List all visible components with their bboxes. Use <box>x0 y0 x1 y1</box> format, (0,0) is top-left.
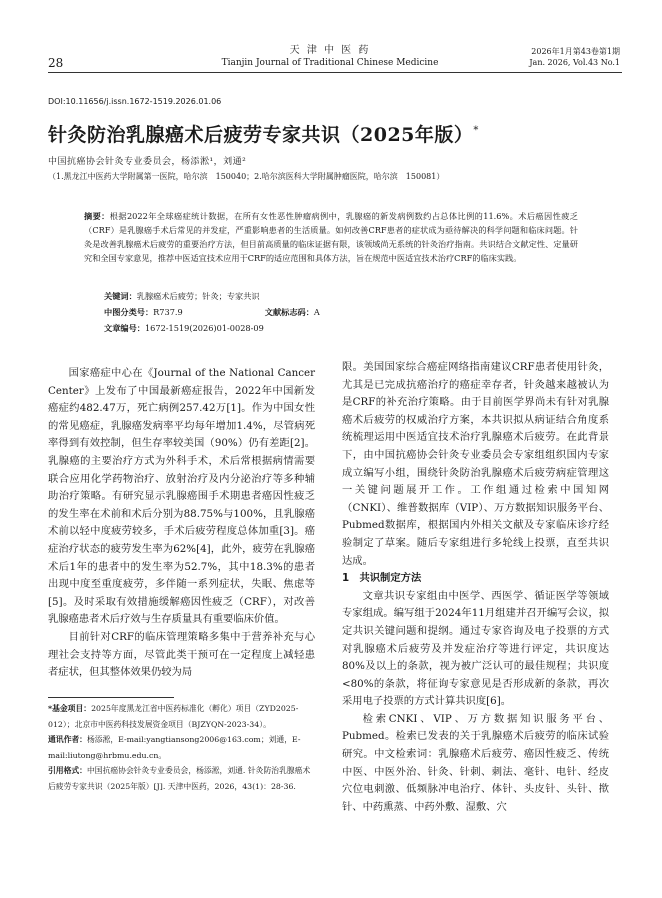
abstract <box>84 210 578 266</box>
keywords: 乳腺癌术后疲劳；针灸；专家共识 <box>136 291 260 301</box>
doi: DOI:10.11656/j.issn.1672-1519.2026.01.06 <box>48 97 222 106</box>
clc-code: R737.9 <box>153 307 183 317</box>
doc-code: A <box>313 307 320 317</box>
affiliations: （1.黑龙江中医药大学附属第一医院，哈尔滨 150040；2.哈尔滨医科大学附属肿瘤医院，哈尔滨 150081） <box>48 172 445 181</box>
citation-label: 引用格式： <box>48 766 87 775</box>
body-column-right <box>342 359 609 816</box>
contact-text: 杨添淞，E-mail:yangtiansong2006@163.com；刘通，E-mail:liutong@hrbmu.edu.cn。 <box>48 735 301 760</box>
journal-name-cn: 天 津 中 医 药 <box>289 45 371 56</box>
classification-line <box>104 307 320 318</box>
doc-code-label: 文献标志码： <box>264 307 314 317</box>
body-paragraph: 限。美国国家综合癌症网络指南建议CRF患者使用针灸，尤其是已完成抗癌治疗的癌症幸存者，针灸越来越被认为是CRF的补充治疗策略。由于目前医学界尚未有针对乳腺癌术后疲劳的权威治疗方案，本共识拟从病证结合角度系统梳理运用中医适宜技术治疗乳腺癌术后疲劳。在此背景下，由中国抗癌协会针灸专业委员会专家组组织国内专家成立编写小组，围绕针灸防治乳腺癌术后疲劳病症管理这一关键问题展开工作。工作组通过检索中国知网（CNKI）、维普数据库（VIP）、万方数据知识服务平台、Pubmed数据库，根据国内外相关文献及专家临床诊疗经验制定了草案。随后专家组进行多轮线上投票，直至共识达成。 <box>342 361 609 567</box>
body-paragraph: 文章共识专家组由中医学、西医学、循证医学等领域专家组成。编写组于2024年11月组建并召开编写会议，拟定共识关键问题和提纲。通过专家咨询及电子投票的方式对乳腺癌术后疲劳及并发症治疗等进行评定，共识度达80%及以上的条款，视为被广泛认可的最佳规程；共识度<80%的条款，将征询专家意见是否形成新的条款，再次采用电子投票的方式计算共识度[6]。 <box>342 589 609 708</box>
authors: 中国抗癌协会针灸专业委员会，杨添淞¹，刘通² <box>48 157 247 167</box>
body-paragraph: 国家癌症中心在《Journal of the National Cancer Center》上发布了中国最新癌症报告，2022年中国新发癌症约482.47万，死亡病例257.42万[1]。作为中国女性的常见癌症，乳腺癌发病率平均每年增加1.4%，尽管病死率得到有效控制，但生存率较美国（90%）仍有差距[2]。乳腺癌的主要治疗方式为外科手术，术后常根据病情需要联合应用化学药物治疗、放射治疗及内分泌治疗等多种辅助治疗策略。有研究显示乳腺癌围手术期患者癌因性疲乏的发生率在术前和术后分别为88.75%与100%，且乳腺癌术前以轻中度疲劳较多，手术后疲劳程度总体加重[3]。癌症治疗状态的疲劳发生率为62%[4]，此外，疲劳在乳腺癌术后1年的患者中的发生率为52.7%，其中18.3%的患者出现中度至重度疲劳，多伴随一系列症状，失眠、焦虑等[5]。及时采取有效措施缓解癌因性疲乏（CRF），对改善乳腺癌患者术后疗效与生存质量具有重要临床价值。 <box>48 367 315 626</box>
article-number-label: 文章编号： <box>104 323 145 333</box>
article-number-line <box>104 323 264 334</box>
article-title <box>48 120 622 147</box>
citation-note <box>48 763 315 794</box>
section-heading: 1 共识制定方法 <box>342 572 422 585</box>
header-rule <box>48 72 622 73</box>
journal-header <box>220 44 440 70</box>
issue-cn: 2026年1月第43卷第1期 <box>531 47 620 56</box>
body-paragraph: 检索CNKI、VIP、万方数据知识服务平台、Pubmed。检索已发表的关于乳腺癌术后疲劳的临床试验研究。中文检索词：乳腺癌术后疲劳、癌因性疲乏、传统中医、中医外治、针灸、针刺、刺法、毫针、电针、经皮穴位电刺激、低频脉冲电治疗、体针、头皮针、头针、揿针、中药熏蒸、中药外敷、湿敷、穴 <box>342 712 609 813</box>
title-text: 针灸防治乳腺癌术后疲劳专家共识（2025年版） <box>48 124 474 146</box>
fund-label: *基金项目： <box>48 704 92 713</box>
issue-info <box>488 46 620 68</box>
keywords-line <box>104 291 260 302</box>
contact-note <box>48 732 315 763</box>
citation-text: 中国抗癌协会针灸专业委员会，杨添淞，刘通. 针灸防治乳腺癌术后疲劳专家共识（2025年版）[J]. 天津中医药，2026，43(1)：28-36. <box>48 766 311 791</box>
abstract-label: 摘要： <box>84 211 110 221</box>
title-footnote-mark: * <box>473 125 479 136</box>
clc-label: 中图分类号： <box>104 307 154 317</box>
article-number: 1672-1519(2026)01-0028-09 <box>144 323 264 333</box>
page-number: 28 <box>48 56 64 70</box>
fund-note <box>48 701 315 732</box>
footnotes <box>48 701 315 794</box>
footnote-rule <box>48 697 174 698</box>
abstract-text: 根据2022年全球癌症统计数据，在所有女性恶性肿瘤病例中，乳腺癌的新发病例数约占总体比例的11.6%。术后癌因性疲乏（CRF）是乳腺癌手术后常见的并发症，严重影响患者的生活质量。如何改善CRF患者的症状成为亟待解决的科学问题和临床问题。针灸是改善乳腺癌术后疲劳的重要治疗方法，但目前高质量的临床证据有限，该领域尚无系统的针灸治疗指南。共识结合文献定性、定量研究和全国专家意见，推荐中医适宜技术应用于CRF的适应范围和具体方法，旨在规范中医适宜技术治疗CRF的临床实践。 <box>84 211 578 263</box>
contact-label: 通讯作者： <box>48 735 87 744</box>
fund-text: 2025年度黑龙江省中医药标准化（孵化）项目（ZYD2025-012）；北京市中医药科技发展资金项目（BJZYQN-2023-34）。 <box>48 704 299 729</box>
body-paragraph: 目前针对CRF的临床管理策略多集中于营养补充与心理社会支持等方面，尽管此类干预可在一定程度上减轻患者症状，但其整体效果仍较为局 <box>48 630 315 679</box>
body-column-left <box>48 365 315 682</box>
keywords-label: 关键词： <box>104 291 137 301</box>
journal-name-en: Tianjin Journal of Traditional Chinese Medicine <box>221 58 439 68</box>
issue-en: Jan. 2026, Vol.43 No.1 <box>529 58 620 67</box>
